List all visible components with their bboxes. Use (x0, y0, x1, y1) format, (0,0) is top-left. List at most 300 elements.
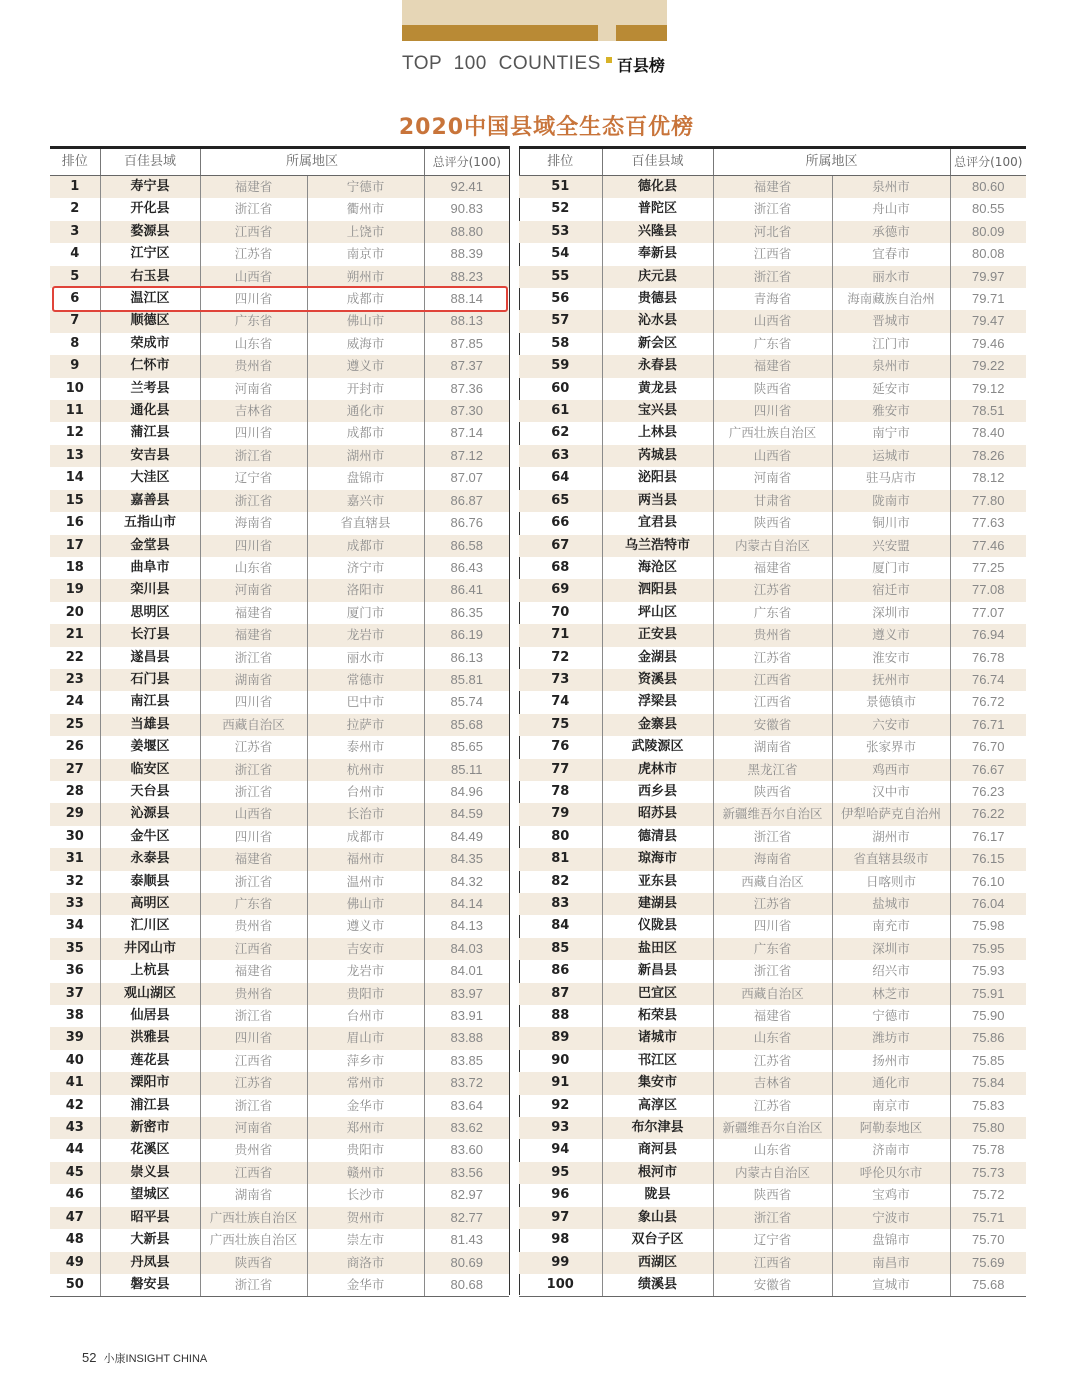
province-cell: 陕西省 (713, 781, 832, 803)
score-cell: 83.91 (450, 1008, 484, 1024)
table-row (519, 243, 1026, 265)
county-name-cell: 当雄县 (100, 714, 200, 736)
rank-cell: 44 (50, 1139, 100, 1161)
city-cell: 宁德市 (307, 176, 424, 199)
city-cell: 南京市 (832, 1095, 950, 1117)
county-name-cell: 两当县 (602, 490, 713, 512)
city-cell: 威海市 (307, 333, 424, 355)
county-name-cell: 象山县 (602, 1207, 713, 1229)
province-cell: 江苏省 (713, 647, 832, 669)
rank-cell: 88 (519, 1005, 602, 1027)
score-cell: 76.22 (950, 803, 1026, 825)
province-cell: 福建省 (713, 176, 832, 199)
table-row (50, 176, 509, 199)
rank-cell: 19 (50, 579, 100, 601)
score-cell: 87.07 (450, 470, 484, 486)
city-cell: 萍乡市 (307, 1050, 424, 1072)
rank-cell: 77 (519, 759, 602, 781)
table-row (519, 512, 1026, 534)
county-name-cell: 寿宁县 (100, 176, 200, 199)
score-cell: 76.17 (971, 828, 1005, 844)
score-cell: 76.67 (950, 759, 1026, 781)
province-cell: 福建省 (713, 1005, 832, 1027)
province-cell: 贵州省 (713, 624, 832, 646)
county-name-cell: 建湖县 (602, 893, 713, 915)
table-row (50, 333, 509, 355)
province-cell: 福建省 (200, 176, 307, 199)
county-name-cell: 西湖区 (602, 1252, 713, 1274)
province-cell: 江西省 (713, 669, 832, 691)
rank-cell: 74 (519, 691, 602, 713)
city-cell: 景德镇市 (832, 691, 950, 713)
province-cell: 山东省 (713, 1027, 832, 1049)
city-cell: 常州市 (307, 1072, 424, 1094)
rank-cell: 17 (50, 535, 100, 557)
table-row (50, 602, 509, 624)
county-name-cell: 五指山市 (100, 512, 200, 534)
county-name-cell: 江宁区 (100, 243, 200, 265)
city-cell: 衢州市 (307, 198, 424, 220)
score-cell: 75.73 (950, 1162, 1026, 1184)
score-cell: 75.69 (950, 1252, 1026, 1274)
county-name-cell: 西乡县 (602, 781, 713, 803)
rank-cell: 27 (50, 759, 100, 781)
score-cell: 78.51 (950, 400, 1026, 422)
county-name-cell: 上杭县 (100, 960, 200, 982)
section-label (402, 52, 665, 76)
province-cell: 江苏省 (713, 1050, 832, 1072)
rank-cell: 61 (519, 400, 602, 422)
header-county: 百佳县域 (602, 148, 713, 176)
score-cell: 83.62 (424, 1117, 509, 1139)
rank-cell: 24 (50, 691, 100, 713)
rank-cell: 10 (50, 378, 100, 400)
province-cell: 甘肃省 (713, 490, 832, 512)
score-cell: 80.60 (950, 176, 1026, 199)
score-cell: 76.23 (971, 783, 1005, 799)
county-name-cell: 邗江区 (602, 1050, 713, 1072)
province-cell: 四川省 (200, 535, 307, 557)
score-cell: 75.90 (971, 1008, 1005, 1024)
city-cell: 成都市 (307, 535, 424, 557)
city-cell: 江门市 (832, 333, 950, 355)
score-cell: 86.58 (424, 535, 509, 557)
county-name-cell: 思明区 (100, 602, 200, 624)
table-row (519, 1207, 1026, 1229)
province-cell: 海南省 (713, 848, 832, 870)
province-cell: 湖南省 (200, 669, 307, 691)
table-row (50, 243, 509, 265)
city-cell: 金华市 (307, 1095, 424, 1117)
score-cell: 85.68 (424, 714, 509, 736)
rank-cell: 9 (50, 355, 100, 377)
score-cell: 90.83 (450, 201, 484, 217)
city-cell: 汉中市 (832, 781, 950, 803)
rank-cell: 29 (50, 803, 100, 825)
rank-cell: 20 (50, 602, 100, 624)
table-row (519, 691, 1026, 713)
province-cell: 山西省 (200, 803, 307, 825)
city-cell: 贵阳市 (307, 1139, 424, 1161)
county-name-cell: 泌阳县 (602, 467, 713, 489)
province-cell: 河北省 (713, 221, 832, 243)
city-cell: 商洛市 (307, 1252, 424, 1274)
rank-cell: 63 (519, 445, 602, 467)
province-cell: 广东省 (713, 602, 832, 624)
city-cell: 盘锦市 (832, 1229, 950, 1251)
province-cell: 浙江省 (200, 490, 307, 512)
page-footer (82, 1350, 207, 1366)
rank-cell: 69 (519, 579, 602, 601)
table-row (50, 1050, 509, 1072)
province-cell: 四川省 (713, 400, 832, 422)
score-cell: 87.30 (424, 400, 509, 422)
score-cell: 83.85 (450, 1052, 484, 1068)
county-name-cell: 仙居县 (100, 1005, 200, 1027)
table-row (519, 1027, 1026, 1049)
rank-cell: 96 (519, 1184, 602, 1206)
county-name-cell: 溧阳市 (100, 1072, 200, 1094)
table-row (519, 938, 1026, 960)
county-name-cell: 金湖县 (602, 647, 713, 669)
city-cell: 上饶市 (307, 221, 424, 243)
table-row (519, 624, 1026, 646)
score-cell: 84.03 (424, 938, 509, 960)
city-cell: 铜川市 (832, 512, 950, 534)
rank-cell: 48 (50, 1229, 100, 1251)
province-cell: 安徽省 (713, 714, 832, 736)
province-cell: 内蒙古自治区 (713, 1162, 832, 1184)
score-cell: 84.01 (450, 963, 484, 979)
province-cell: 海南省 (200, 512, 307, 534)
county-name-cell: 栾川县 (100, 579, 200, 601)
province-cell: 江西省 (713, 1252, 832, 1274)
score-cell: 79.71 (971, 291, 1005, 307)
rank-cell: 67 (519, 535, 602, 557)
city-cell: 海南藏族自治州 (832, 288, 950, 310)
table-row (50, 781, 509, 803)
score-cell: 76.70 (971, 739, 1005, 755)
rank-cell: 13 (50, 445, 100, 467)
province-cell: 辽宁省 (200, 467, 307, 489)
province-cell: 河南省 (200, 579, 307, 601)
table-row (50, 691, 509, 713)
table-row (50, 1162, 509, 1184)
county-name-cell: 姜堰区 (100, 736, 200, 758)
table-row (50, 1274, 509, 1297)
table-row (50, 198, 509, 220)
score-cell: 82.97 (450, 1187, 484, 1203)
rank-cell: 55 (519, 266, 602, 288)
rank-cell: 38 (50, 1005, 100, 1027)
score-cell: 78.26 (950, 445, 1026, 467)
county-name-cell: 兰考县 (100, 378, 200, 400)
score-cell: 88.13 (424, 310, 509, 332)
score-cell: 76.74 (950, 669, 1026, 691)
score-cell: 76.78 (971, 649, 1005, 665)
province-cell: 四川省 (200, 288, 307, 310)
province-cell: 吉林省 (200, 400, 307, 422)
county-name-cell: 通化县 (100, 400, 200, 422)
county-name-cell: 正安县 (602, 624, 713, 646)
table-row (50, 1072, 509, 1094)
county-name-cell: 右玉县 (100, 266, 200, 288)
county-name-cell: 德清县 (602, 826, 713, 848)
county-name-cell: 金堂县 (100, 535, 200, 557)
city-cell: 贵阳市 (307, 983, 424, 1005)
score-cell: 86.76 (450, 515, 484, 531)
county-name-cell: 集安市 (602, 1072, 713, 1094)
county-name-cell: 陇县 (602, 1184, 713, 1206)
score-cell: 86.35 (450, 604, 484, 620)
rank-cell: 65 (519, 490, 602, 512)
county-name-cell: 金寨县 (602, 714, 713, 736)
province-cell: 四川省 (200, 691, 307, 713)
city-cell: 盘锦市 (307, 467, 424, 489)
table-row (50, 355, 509, 377)
table-row (50, 915, 509, 937)
city-cell: 成都市 (307, 288, 424, 310)
county-name-cell: 天台县 (100, 781, 200, 803)
table-row (50, 826, 509, 848)
table-row (50, 1229, 509, 1251)
county-name-cell: 贵德县 (602, 288, 713, 310)
score-cell: 83.64 (450, 1097, 484, 1113)
table-row (50, 1027, 509, 1049)
rank-cell: 31 (50, 848, 100, 870)
table-row (519, 535, 1026, 557)
table-row (519, 1072, 1026, 1094)
county-name-cell: 沁源县 (100, 803, 200, 825)
county-name-cell: 荣成市 (100, 333, 200, 355)
province-cell: 辽宁省 (713, 1229, 832, 1251)
province-cell: 贵州省 (200, 983, 307, 1005)
table-row (519, 803, 1026, 825)
score-cell: 87.36 (450, 380, 484, 396)
table-row (50, 557, 509, 579)
county-name-cell: 大洼区 (100, 467, 200, 489)
city-cell: 湖州市 (307, 445, 424, 467)
header-county: 百佳县域 (100, 148, 200, 176)
score-cell: 78.40 (971, 425, 1005, 441)
score-cell: 75.84 (950, 1072, 1026, 1094)
score-cell: 75.85 (971, 1052, 1005, 1068)
county-name-cell: 商河县 (602, 1139, 713, 1161)
county-name-cell: 顺德区 (100, 310, 200, 332)
table-row (50, 1117, 509, 1139)
rank-cell: 70 (519, 602, 602, 624)
county-name-cell: 仪陇县 (602, 915, 713, 937)
province-cell: 四川省 (713, 915, 832, 937)
province-cell: 广东省 (713, 333, 832, 355)
rank-cell: 6 (50, 288, 100, 310)
rank-cell: 92 (519, 1095, 602, 1117)
province-cell: 江苏省 (713, 1095, 832, 1117)
rank-cell: 95 (519, 1162, 602, 1184)
rank-cell: 14 (50, 467, 100, 489)
province-cell: 浙江省 (713, 826, 832, 848)
score-cell: 75.70 (971, 1232, 1005, 1248)
score-cell: 83.60 (450, 1142, 484, 1158)
city-cell: 宣城市 (832, 1274, 950, 1297)
header-region: 所属地区 (200, 148, 424, 176)
province-cell: 陕西省 (713, 1184, 832, 1206)
county-name-cell: 花溪区 (100, 1139, 200, 1161)
score-cell: 80.08 (971, 246, 1005, 262)
city-cell: 成都市 (307, 826, 424, 848)
table-row (519, 400, 1026, 422)
table-row (50, 759, 509, 781)
county-name-cell: 德化县 (602, 176, 713, 199)
county-name-cell: 布尔津县 (602, 1117, 713, 1139)
county-name-cell: 庆元县 (602, 266, 713, 288)
city-cell: 郑州市 (307, 1117, 424, 1139)
rank-cell: 72 (519, 647, 602, 669)
city-cell: 潍坊市 (832, 1027, 950, 1049)
county-name-cell: 丹凤县 (100, 1252, 200, 1274)
rank-cell: 42 (50, 1095, 100, 1117)
city-cell: 日喀则市 (832, 871, 950, 893)
city-cell: 龙岩市 (307, 960, 424, 982)
rank-cell: 28 (50, 781, 100, 803)
city-cell: 宁波市 (832, 1207, 950, 1229)
city-cell: 陇南市 (832, 490, 950, 512)
score-cell: 76.10 (971, 873, 1005, 889)
county-name-cell: 石门县 (100, 669, 200, 691)
county-name-cell: 虎林市 (602, 759, 713, 781)
table-row (50, 1207, 509, 1229)
rank-cell: 37 (50, 983, 100, 1005)
table-row (50, 736, 509, 758)
province-cell: 贵州省 (200, 355, 307, 377)
county-name-cell: 根河市 (602, 1162, 713, 1184)
county-name-cell: 遂昌县 (100, 647, 200, 669)
table-row (519, 1005, 1026, 1027)
city-cell: 遵义市 (307, 355, 424, 377)
city-cell: 崇左市 (307, 1229, 424, 1251)
rank-cell: 78 (519, 781, 602, 803)
county-name-cell: 嘉善县 (100, 490, 200, 512)
score-cell: 86.41 (424, 579, 509, 601)
rank-cell: 2 (50, 198, 100, 220)
rank-cell: 89 (519, 1027, 602, 1049)
score-cell: 85.81 (424, 669, 509, 691)
province-cell: 湖南省 (200, 1184, 307, 1206)
page-number: 52 (82, 1350, 97, 1365)
rank-cell: 86 (519, 960, 602, 982)
rank-cell: 82 (519, 871, 602, 893)
score-cell: 75.68 (950, 1274, 1026, 1297)
rank-cell: 18 (50, 557, 100, 579)
score-cell: 75.78 (971, 1142, 1005, 1158)
section-label-cn: 百县榜 (616, 55, 665, 75)
rank-cell: 64 (519, 467, 602, 489)
table-row (50, 871, 509, 893)
city-cell: 伊犁哈萨克自治州 (832, 803, 950, 825)
city-cell: 金华市 (307, 1274, 424, 1297)
rank-cell: 53 (519, 221, 602, 243)
rank-cell: 7 (50, 310, 100, 332)
province-cell: 西藏自治区 (200, 714, 307, 736)
province-cell: 福建省 (200, 624, 307, 646)
province-cell: 青海省 (713, 288, 832, 310)
rank-cell: 3 (50, 221, 100, 243)
province-cell: 江西省 (713, 691, 832, 713)
city-cell: 朔州市 (307, 266, 424, 288)
table-row (519, 669, 1026, 691)
province-cell: 江苏省 (200, 1072, 307, 1094)
province-cell: 西藏自治区 (713, 871, 832, 893)
county-name-cell: 乌兰浩特市 (602, 535, 713, 557)
province-cell: 安徽省 (713, 1274, 832, 1297)
city-cell: 济南市 (832, 1139, 950, 1161)
score-cell: 75.80 (950, 1117, 1026, 1139)
county-name-cell: 泰顺县 (100, 871, 200, 893)
province-cell: 河南省 (200, 378, 307, 400)
county-name-cell: 武陵源区 (602, 736, 713, 758)
table-row (50, 310, 509, 332)
city-cell: 林芝市 (832, 983, 950, 1005)
province-cell: 浙江省 (200, 759, 307, 781)
score-cell: 80.55 (971, 201, 1005, 217)
table-row (50, 579, 509, 601)
city-cell: 福州市 (307, 848, 424, 870)
score-cell: 79.22 (950, 355, 1026, 377)
county-name-cell: 沁水县 (602, 310, 713, 332)
city-cell: 呼伦贝尔市 (832, 1162, 950, 1184)
rank-cell: 51 (519, 176, 602, 199)
score-cell: 75.91 (950, 983, 1026, 1005)
city-cell: 丽水市 (307, 647, 424, 669)
city-cell: 厦门市 (307, 602, 424, 624)
score-cell: 86.87 (424, 490, 509, 512)
province-cell: 山西省 (713, 310, 832, 332)
score-cell: 87.37 (424, 355, 509, 377)
section-label-en: TOP 100 COUNTIES (402, 53, 601, 74)
province-cell: 陕西省 (713, 512, 832, 534)
score-cell: 79.97 (950, 266, 1026, 288)
rank-cell: 52 (519, 198, 602, 220)
rank-cell: 73 (519, 669, 602, 691)
city-cell: 赣州市 (307, 1162, 424, 1184)
table-header-row (50, 148, 509, 176)
table-row (519, 490, 1026, 512)
rank-cell: 85 (519, 938, 602, 960)
rank-cell: 23 (50, 669, 100, 691)
table-row (519, 266, 1026, 288)
score-cell: 83.88 (424, 1027, 509, 1049)
score-cell: 77.63 (971, 515, 1005, 531)
score-cell: 85.74 (450, 694, 484, 710)
rank-cell: 59 (519, 355, 602, 377)
province-cell: 四川省 (200, 422, 307, 444)
rank-cell: 68 (519, 557, 602, 579)
score-cell: 84.13 (450, 918, 484, 934)
table-row (519, 422, 1026, 444)
rank-cell: 84 (519, 915, 602, 937)
highlight-box-rank-6 (52, 286, 508, 312)
rank-cell: 87 (519, 983, 602, 1005)
table-row (50, 624, 509, 646)
county-name-cell: 永泰县 (100, 848, 200, 870)
city-cell: 南充市 (832, 915, 950, 937)
score-cell: 84.49 (450, 828, 484, 844)
table-row (50, 467, 509, 489)
province-cell: 浙江省 (200, 198, 307, 220)
city-cell: 承德市 (832, 221, 950, 243)
table-row (519, 1117, 1026, 1139)
rank-cell: 50 (50, 1274, 100, 1297)
